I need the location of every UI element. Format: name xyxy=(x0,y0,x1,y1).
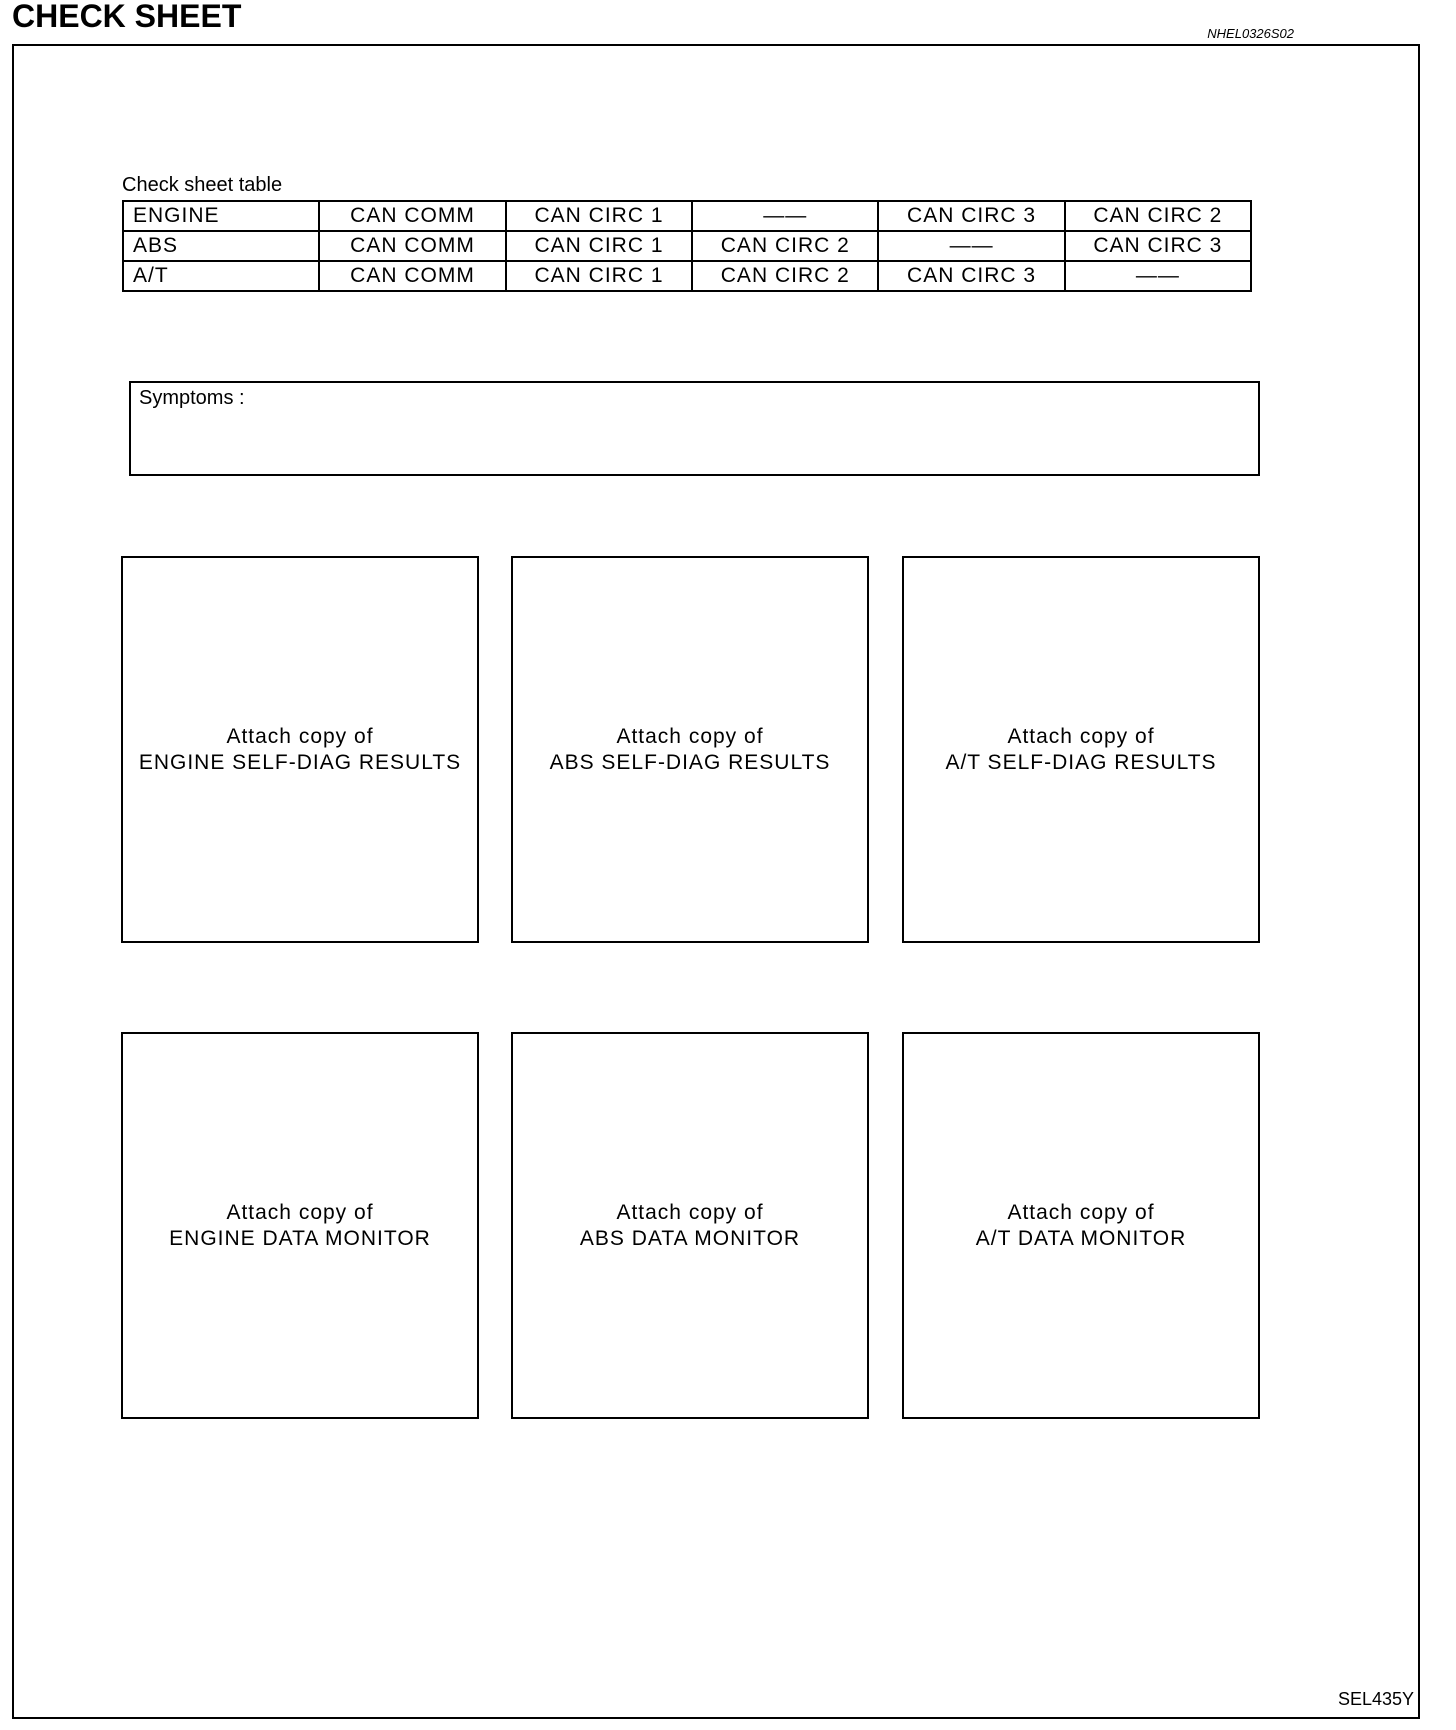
table-cell: —— xyxy=(692,201,878,231)
table-cell: CAN COMM xyxy=(319,231,506,261)
table-row xyxy=(123,231,1251,261)
attach-instruction: Attach copy of xyxy=(226,1200,374,1224)
attach-at-data-monitor-box xyxy=(902,1032,1260,1419)
symptoms-label: Symptoms : xyxy=(139,387,245,409)
attach-subject: ABS SELF-DIAG RESULTS xyxy=(549,750,831,774)
attach-abs-data-monitor-box xyxy=(511,1032,869,1419)
attach-instruction: Attach copy of xyxy=(1007,724,1155,748)
table-caption: Check sheet table xyxy=(122,174,283,196)
table-cell: CAN COMM xyxy=(319,261,506,291)
table-cell: —— xyxy=(1065,261,1251,291)
table-cell-system: ABS xyxy=(123,231,319,261)
attach-at-self-diag-box xyxy=(902,556,1260,943)
table-cell: CAN COMM xyxy=(319,201,506,231)
attach-subject: ENGINE SELF-DIAG RESULTS xyxy=(138,750,462,774)
figure-code: SEL435Y xyxy=(1337,1689,1414,1709)
document-code: NHEL0326S02 xyxy=(1207,26,1294,41)
attach-engine-data-monitor-box xyxy=(121,1032,479,1419)
page-title: CHECK SHEET xyxy=(12,0,242,34)
attach-subject: A/T DATA MONITOR xyxy=(975,1226,1187,1250)
table-row xyxy=(123,201,1251,231)
table-cell-system: A/T xyxy=(123,261,319,291)
check-sheet-table xyxy=(122,200,1252,292)
attach-instruction: Attach copy of xyxy=(616,724,764,748)
table-cell: CAN CIRC 2 xyxy=(692,231,878,261)
attach-subject: A/T SELF-DIAG RESULTS xyxy=(945,750,1217,774)
table-row xyxy=(123,261,1251,291)
attach-instruction: Attach copy of xyxy=(226,724,374,748)
table-cell: CAN CIRC 1 xyxy=(506,231,692,261)
table-cell: —— xyxy=(878,231,1064,261)
table-cell: CAN CIRC 3 xyxy=(1065,231,1251,261)
table-cell: CAN CIRC 2 xyxy=(692,261,878,291)
table-cell-system: ENGINE xyxy=(123,201,319,231)
table-cell: CAN CIRC 1 xyxy=(506,201,692,231)
attach-subject: ENGINE DATA MONITOR xyxy=(169,1226,431,1250)
table-cell: CAN CIRC 3 xyxy=(878,201,1064,231)
symptoms-field[interactable] xyxy=(129,381,1260,476)
table-cell: CAN CIRC 2 xyxy=(1065,201,1251,231)
attach-abs-self-diag-box xyxy=(511,556,869,943)
attach-instruction: Attach copy of xyxy=(1007,1200,1155,1224)
table-cell: CAN CIRC 3 xyxy=(878,261,1064,291)
attach-engine-self-diag-box xyxy=(121,556,479,943)
attach-instruction: Attach copy of xyxy=(616,1200,764,1224)
table-cell: CAN CIRC 1 xyxy=(506,261,692,291)
attach-subject: ABS DATA MONITOR xyxy=(579,1226,801,1250)
